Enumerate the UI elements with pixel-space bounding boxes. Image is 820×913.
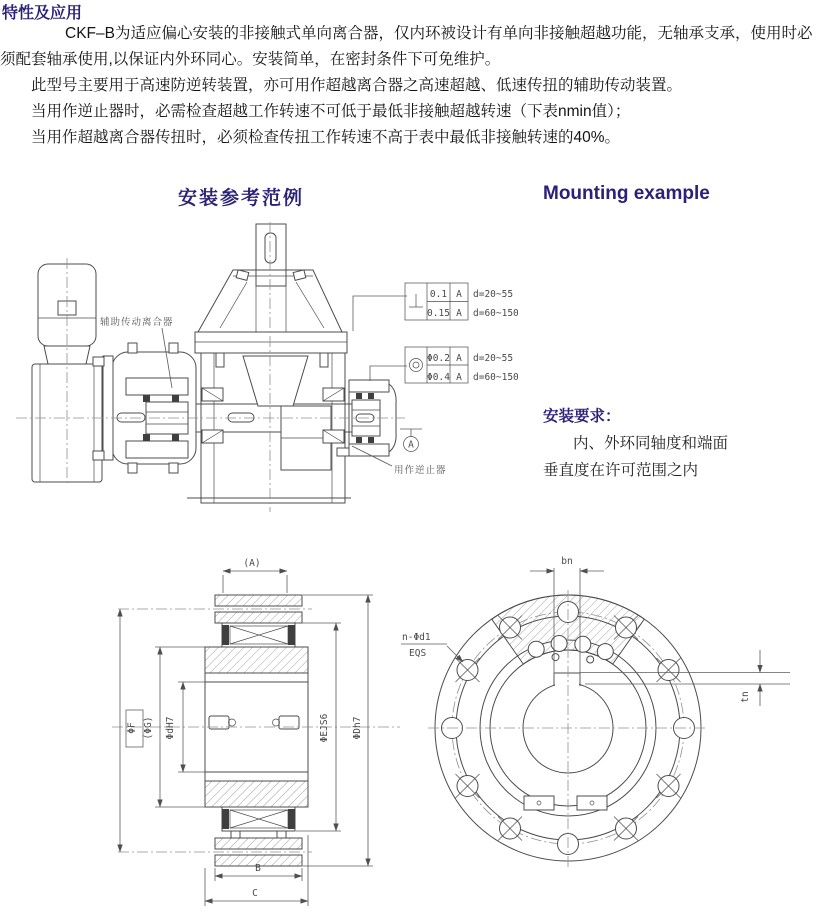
conc-tol-2: Φ0.4	[427, 372, 450, 383]
mounting-requirements-line2: 垂直度在许可范围之内	[543, 462, 699, 479]
backstop-label: 用作逆止器	[394, 465, 447, 476]
concentricity-icon	[410, 359, 423, 372]
dim-label-B: B	[255, 863, 261, 874]
conc-range-1: d=20~55	[473, 353, 514, 364]
dim-label-G: (ΦG)	[143, 716, 154, 740]
perp-datum-1: A	[456, 289, 462, 300]
perp-range-1: d=20~55	[473, 289, 514, 300]
page-title: 特性及应用	[2, 5, 83, 22]
dim-label-d: ΦdH7	[165, 716, 176, 740]
conc-datum-1: A	[456, 353, 462, 364]
mounting-requirements	[543, 403, 813, 484]
conc-tol-1: Φ0.2	[427, 353, 450, 364]
dim-label-bn: bn	[561, 556, 573, 567]
holes-count-label: n-Φd1	[402, 632, 431, 643]
intro-text	[0, 21, 819, 151]
retainer-tabs	[524, 796, 607, 810]
intro-paragraph-4: 当用作超越离合器传扭时，必须检查传扭工作转速不高于表中最低非接触转速的40%。	[31, 129, 621, 146]
perp-tol-1: 0.1	[429, 289, 448, 300]
datum-letter: A	[408, 439, 414, 451]
dim-label-C: C	[252, 888, 258, 899]
perp-datum-2: A	[456, 308, 462, 319]
mounting-requirements-title: 安装要求：	[543, 408, 621, 425]
dim-label-D: ΦDh7	[352, 716, 363, 740]
conc-range-2: d=60~150	[473, 372, 519, 383]
conc-datum-2: A	[456, 372, 462, 383]
bolt-holes-callout	[401, 632, 463, 662]
perpendicularity-icon	[409, 294, 423, 307]
perpendicularity-frame	[353, 283, 519, 331]
mounting-requirements-line1: 内、外环同轴度和端面	[573, 435, 729, 452]
holes-eqs-label: EQS	[409, 648, 427, 659]
intro-paragraph-1: CKF–B为适应偏心安装的非接触式单向离合器，仅内环被设计有单向非接触超越功能，无轴承支承，使用时必须配套轴承使用,以保证内外环同心。安装简单，在密封条件下可免维护。	[0, 25, 813, 68]
perp-tol-2: 0.15	[427, 308, 450, 319]
concentricity-frame	[370, 347, 519, 383]
dim-label-A: (A)	[243, 558, 261, 569]
aux-clutch-assembly	[93, 343, 196, 473]
dim-label-E: ΦEJS6	[319, 713, 330, 743]
intro-paragraph-2: 此型号主要用于高速防逆转装置，亦可用作超越离合器之高速超越、低速传扭的辅助传动装置。	[31, 77, 683, 94]
dim-label-tn: tn	[740, 691, 751, 703]
heading-mounting-example-cn: 安装参考范例	[178, 188, 305, 209]
intro-paragraph-3: 当用作逆止器时，必需检查超越工作转速不可低于最低非接触超越转速（下表nmin值）；	[31, 103, 631, 120]
datum-symbol	[400, 429, 422, 452]
dim-label-F: ΦF	[126, 722, 138, 734]
front-view	[428, 590, 708, 870]
perp-range-2: d=60~150	[473, 308, 519, 319]
heading-mounting-example-en: Mounting example	[543, 183, 710, 204]
dimension-drawing	[0, 530, 820, 913]
gearbox	[187, 224, 351, 503]
aux-clutch-label: 辅助传动离合器	[100, 317, 174, 328]
